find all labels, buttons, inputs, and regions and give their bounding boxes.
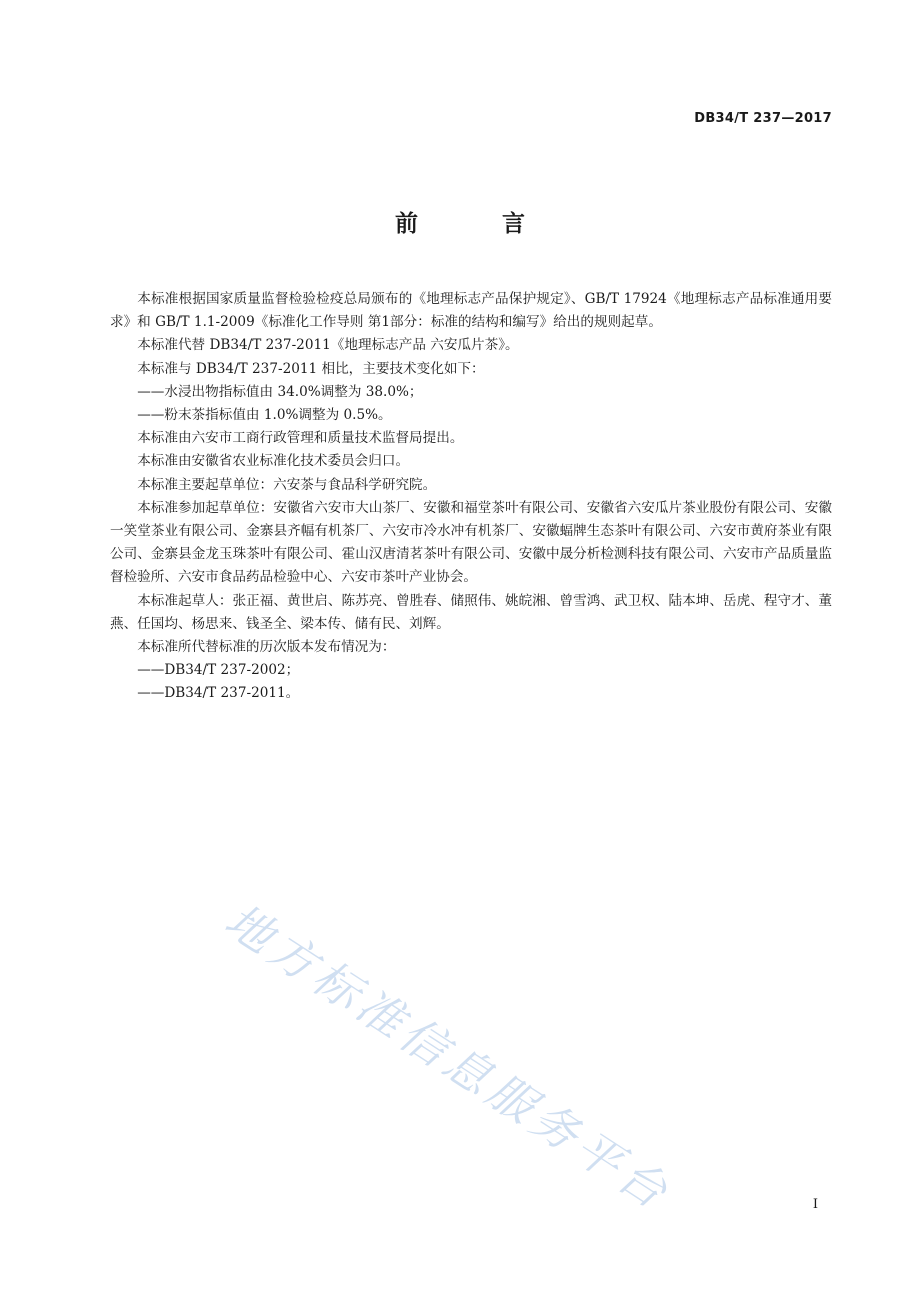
list-item-change-2: ——粉末茶指标值由 1.0%调整为 0.5%。 [137, 407, 392, 424]
list-item-change-1: ——水浸出物指标值由 34.0%调整为 38.0%； [137, 383, 423, 400]
paragraph-main-drafter: 本标准主要起草单位：六安茶与食品科学研究院。 [137, 476, 437, 493]
paragraph-proposed-by: 本标准由六安市工商行政管理和质量技术监督局提出。 [137, 430, 464, 447]
paragraph-versions-intro: 本标准所代替标准的历次版本发布情况为： [137, 639, 396, 656]
standard-code: DB34/T 237—2017 [694, 111, 832, 126]
paragraph-changes-intro: 本标准与 DB34/T 237-2011 相比，主要技术变化如下： [137, 360, 485, 377]
paragraph-centralized-by: 本标准由安徽省农业标准化技术委员会归口。 [137, 453, 410, 470]
foreword-body [110, 288, 832, 706]
paragraph-participants: 本标准参加起草单位：安徽省六安市大山茶厂、安徽和福堂茶叶有限公司、安徽省六安瓜片茶业股份有限公司、安徽一笑堂茶业有限公司、金寨县齐幅有机茶厂、六安市冷水冲有机茶厂、安徽蝠牌生态茶叶有限公司、六安市黄府茶业有限公司、金寨县金龙玉珠茶叶有限公司、霍山汉唐清茗茶叶有限公司、安徽中晟分析检测科技有限公司、六安市产品质量监督检验所、六安市食品药品检验中心、六安市茶叶产业协会。 [110, 499, 832, 586]
paragraph-basis: 本标准根据国家质量监督检验检疫总局颁布的《地理标志产品保护规定》、GB/T 17924《地理标志产品标准通用要求》和 GB/T 1.1-2009《标准化工作导则 第1部分：标准的结构和编写》给出的规则起草。 [110, 291, 832, 331]
watermark: 地方标准信息服务平台 [215, 892, 682, 1222]
list-item-version-2011: ——DB34/T 237-2011。 [137, 685, 300, 702]
page-number: I [812, 1197, 818, 1212]
page-title: 前 言 [394, 211, 563, 237]
paragraph-replaces: 本标准代替 DB34/T 237-2011《地理标志产品 六安瓜片茶》。 [137, 337, 519, 354]
paragraph-drafters: 本标准起草人：张正福、黄世启、陈苏亮、曾胜春、储照伟、姚皖湘、曾雪鸿、武卫权、陆本坤、岳虎、程守才、董燕、任国均、杨思来、钱圣全、梁本传、储有民、刘辉。 [110, 592, 832, 632]
list-item-version-2002: ——DB34/T 237-2002； [137, 662, 300, 679]
